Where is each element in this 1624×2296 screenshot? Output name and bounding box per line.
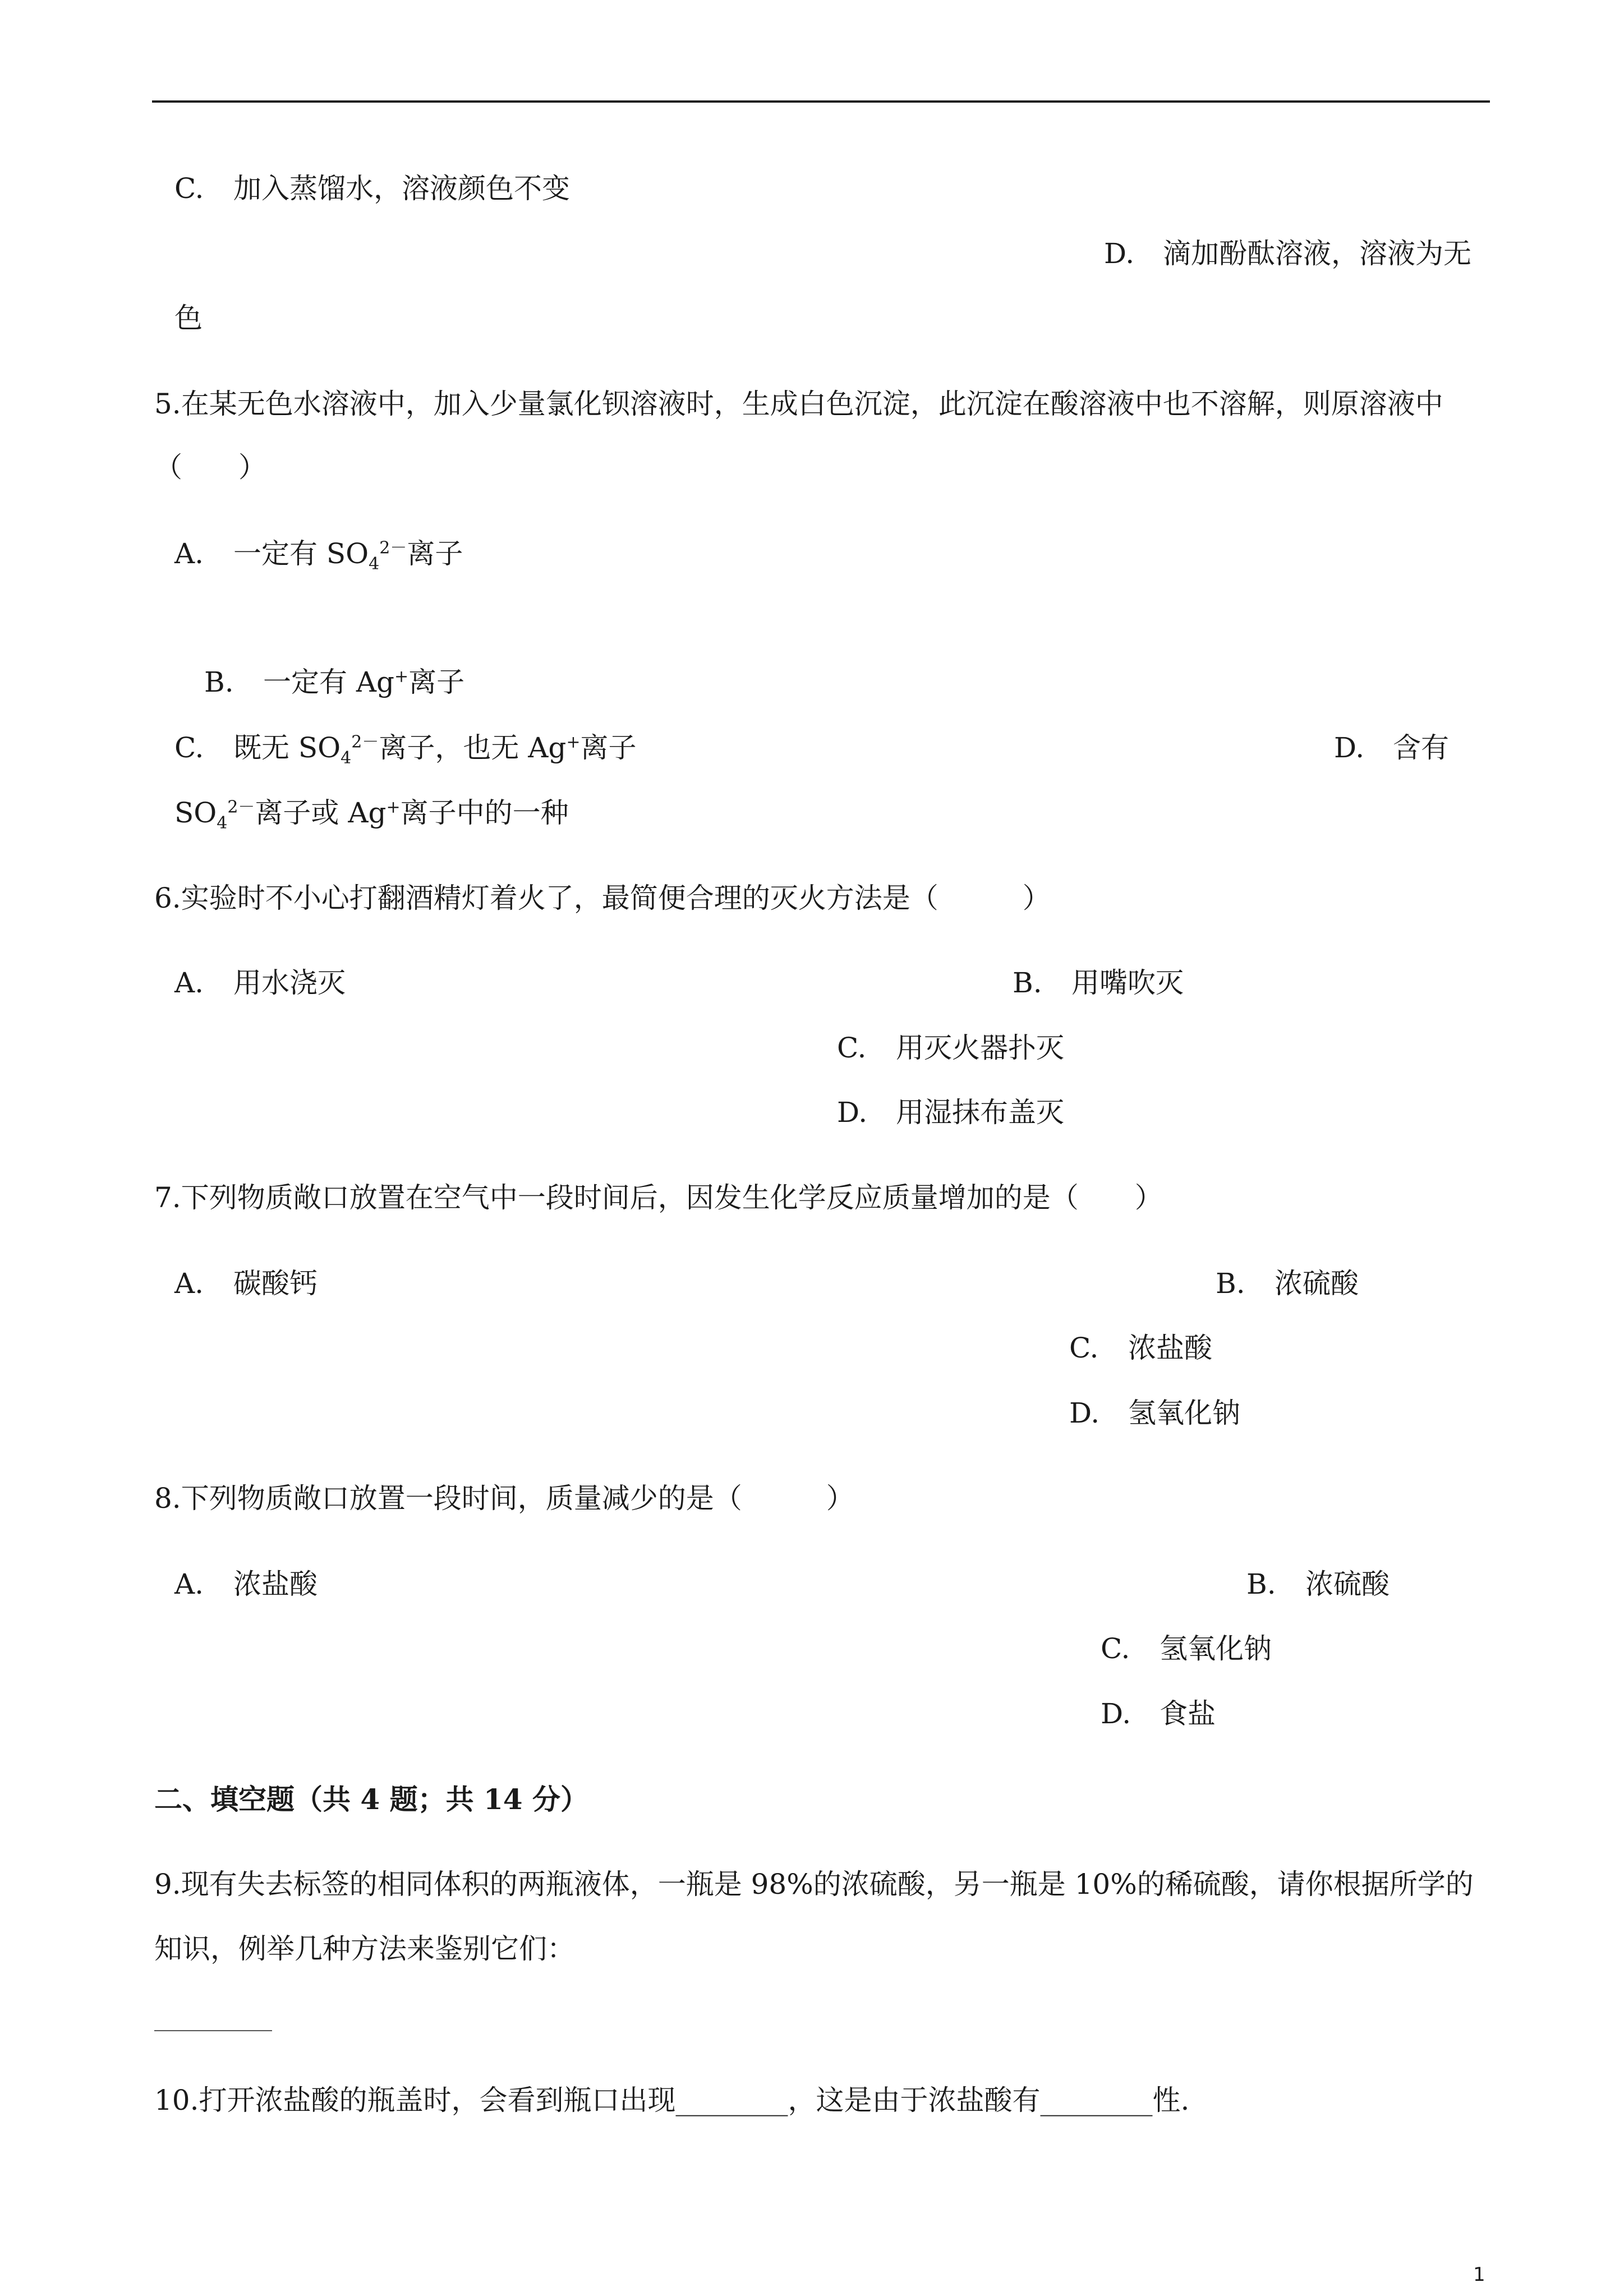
option-text-pre: 既无 SO <box>233 731 341 764</box>
q7-stem: 7.下列物质敞口放置在空气中一段时间后，因发生化学反应质量增加的是（ ） <box>154 1181 1163 1214</box>
superscript: + <box>386 797 401 817</box>
superscript: + <box>566 732 581 752</box>
option-label: C. <box>174 172 204 205</box>
wrap-post: 离子中的一种 <box>400 797 569 829</box>
q5-option-c <box>174 731 637 768</box>
option-label: A. <box>174 1267 204 1300</box>
q4-option-d-wrap: 色 <box>174 302 203 334</box>
option-label: C. <box>837 1032 867 1064</box>
option-label: D. <box>837 1096 868 1129</box>
superscript: 2－ <box>227 797 255 817</box>
option-text: 浓硫酸 <box>1275 1267 1359 1300</box>
option-label: C. <box>174 731 204 764</box>
option-text: 用灭火器扑灭 <box>896 1032 1064 1064</box>
option-label: D. <box>1334 731 1365 764</box>
option-text: 用湿抹布盖灭 <box>896 1096 1064 1129</box>
option-label: A. <box>174 537 204 570</box>
q5-paren: （ ） <box>154 451 266 484</box>
subscript: 4 <box>341 748 352 768</box>
q6-stem: 6.实验时不小心打翻酒精灯着火了，最简便合理的灭火方法是（ ） <box>154 882 1051 914</box>
option-label: C. <box>1101 1632 1130 1665</box>
option-text-post: 离子 <box>580 731 637 764</box>
option-text: 加入蒸馏水，溶液颜色不变 <box>233 172 570 205</box>
q5-option-d <box>1334 731 1449 764</box>
option-label: B. <box>1246 1568 1276 1600</box>
q5-option-d-wrap <box>174 799 569 832</box>
option-label: D. <box>1069 1397 1100 1429</box>
option-label: A. <box>174 1568 204 1600</box>
option-label: D. <box>1104 237 1135 270</box>
q8-option-d <box>1101 1697 1216 1730</box>
q8-stem: 8.下列物质敞口放置一段时间，质量减少的是（ ） <box>154 1482 854 1515</box>
q7-option-c <box>1069 1334 1212 1362</box>
option-text-pre: 一定有 Ag <box>263 666 395 698</box>
option-label: B. <box>1013 967 1042 999</box>
option-text: 滴加酚酞溶液，溶液为无 <box>1163 237 1471 270</box>
option-label: A. <box>174 967 204 999</box>
q8-option-c <box>1101 1632 1272 1665</box>
q4-option-d <box>1104 237 1471 270</box>
subscript: 4 <box>217 813 228 833</box>
q6-option-c <box>837 1034 1064 1062</box>
q4-option-c <box>174 174 570 203</box>
option-text: 用嘴吹灭 <box>1071 967 1184 999</box>
option-text: 用水浇灭 <box>233 967 346 999</box>
q6-option-a <box>174 969 346 997</box>
option-text-post: 离子 <box>408 666 465 698</box>
q8-option-b <box>1246 1570 1390 1598</box>
option-label: B. <box>1216 1267 1245 1300</box>
option-text: 浓硫酸 <box>1305 1568 1390 1600</box>
q8-option-a <box>174 1570 318 1598</box>
option-label: B. <box>204 666 234 698</box>
q7-option-a <box>174 1267 318 1300</box>
option-text: 含有 <box>1393 731 1449 764</box>
q10-text: 10.打开浓盐酸的瓶盖时，会看到瓶口出现________，这是由于浓盐酸有________性. <box>154 2084 1190 2116</box>
option-text: 浓盐酸 <box>1128 1332 1212 1364</box>
page-number: 1 <box>1473 2263 1485 2286</box>
wrap-mid: 离子或 Ag <box>255 797 387 829</box>
q9-answer-blank[interactable] <box>154 2030 272 2031</box>
option-text: 浓盐酸 <box>233 1568 318 1600</box>
q5-option-a <box>174 537 463 574</box>
q6-option-d <box>837 1096 1064 1129</box>
q9-line1: 9.现有失去标签的相同体积的两瓶液体，一瓶是 98%的浓硫酸，另一瓶是 10%的稀硫酸，请你根据所学的 <box>154 1868 1474 1901</box>
wrap-pre: SO <box>174 797 217 829</box>
superscript: 2－ <box>379 538 407 558</box>
option-text: 食盐 <box>1160 1697 1216 1730</box>
option-text: 氢氧化钠 <box>1128 1397 1240 1429</box>
q9-line2: 知识，例举几种方法来鉴别它们： <box>154 1932 575 1965</box>
option-text-post: 离子 <box>407 537 463 570</box>
option-text: 氢氧化钠 <box>1160 1632 1272 1665</box>
q7-option-b <box>1216 1267 1359 1300</box>
option-text-pre: 一定有 SO <box>233 537 369 570</box>
q5-stem: 5.在某无色水溶液中，加入少量氯化钡溶液时，生成白色沉淀，此沉淀在酸溶液中也不溶解，则原溶液中 <box>154 388 1443 420</box>
q5-option-b <box>204 668 464 696</box>
option-text: 碳酸钙 <box>233 1267 318 1300</box>
superscript: 2－ <box>351 732 379 752</box>
header-rule <box>152 100 1490 103</box>
option-label: D. <box>1101 1697 1131 1730</box>
subscript: 4 <box>369 554 380 574</box>
option-label: C. <box>1069 1332 1099 1364</box>
option-text-mid: 离子，也无 Ag <box>379 731 567 764</box>
q7-option-d <box>1069 1399 1240 1427</box>
superscript: + <box>394 666 409 687</box>
section-title: 二、填空题（共 4 题；共 14 分） <box>154 1783 588 1816</box>
q6-option-b <box>1013 969 1184 997</box>
